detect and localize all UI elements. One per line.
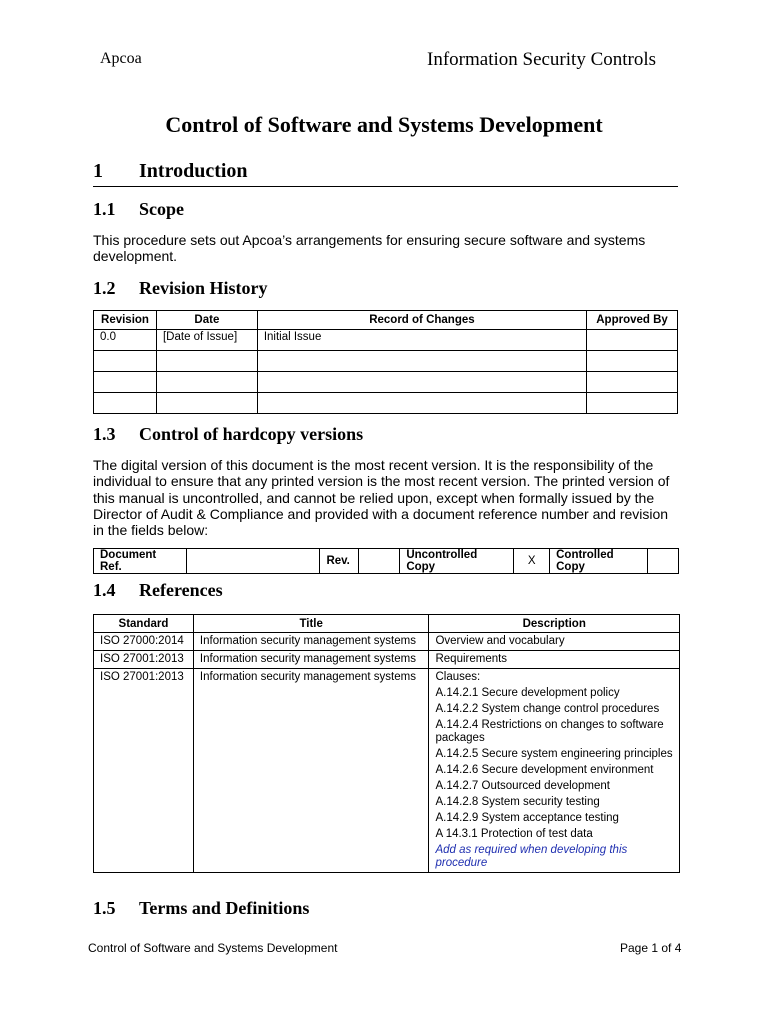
controlled-copy-mark (648, 549, 679, 574)
heading-number: 1 (93, 160, 103, 182)
header-section: Information Security Controls (427, 49, 657, 70)
clause-item: A.14.2.7 Outsourced development (435, 780, 610, 792)
table-row (94, 633, 680, 651)
scope-paragraph: This procedure sets out Apcoa’s arrangements for ensuring secure software and systems development. (93, 232, 646, 265)
table-row (94, 351, 678, 372)
table-row (94, 651, 680, 669)
heading-revision-history (93, 278, 268, 299)
table-cell (587, 372, 678, 393)
table-row (94, 549, 679, 574)
clause-item: A.14.2.5 Secure system engineering principles (435, 748, 673, 760)
document-ref-label: Document Ref. (94, 549, 187, 574)
table-cell: [Date of Issue] (156, 330, 257, 351)
heading-introduction (93, 160, 678, 187)
clause-item: A.14.2.2 System change control procedures (435, 703, 660, 715)
footer-title: Control of Software and Systems Development (88, 941, 338, 955)
table-cell (156, 372, 257, 393)
clause-item: A.14.2.4 Restrictions on changes to software packages (435, 719, 664, 744)
column-header: Revision (94, 311, 157, 330)
table-cell (156, 351, 257, 372)
column-header: Record of Changes (257, 311, 586, 330)
heading-references (93, 580, 223, 601)
table-cell (257, 372, 586, 393)
footer-page-number: Page 1 of 4 (620, 941, 682, 955)
heading-hardcopy-control (93, 424, 363, 445)
hardcopy-paragraph: The digital version of this document is the most recent version. It is the responsibility of the individual to ensure that any printed version is the most recent version. The printed version of this manual is uncontrolled, and cannot be relied upon, except when formally issued by the Director of Audit & Compliance and provided with a document reference number and revision in the fields below: (93, 457, 670, 539)
clause-item: A 14.3.1 Protection of test data (435, 828, 593, 840)
heading-label: Scope (139, 199, 184, 219)
table-cell (257, 393, 586, 414)
table-cell (257, 351, 586, 372)
heading-number: 1.3 (93, 424, 116, 444)
clause-item: A.14.2.1 Secure development policy (435, 687, 620, 699)
uncontrolled-copy-label: Uncontrolled Copy (400, 549, 514, 574)
clauses-label: Clauses: (435, 671, 481, 683)
table-cell: Initial Issue (257, 330, 586, 351)
table-cell: Requirements (429, 651, 680, 669)
table-cell (94, 393, 157, 414)
column-header: Approved By (587, 311, 678, 330)
table-cell (587, 351, 678, 372)
table-cell: Information security management systems (193, 669, 429, 873)
heading-label: Introduction (139, 160, 248, 182)
table-header-row (94, 615, 680, 633)
table-cell: Information security management systems (193, 651, 429, 669)
clause-item: A.14.2.8 System security testing (435, 796, 600, 808)
heading-number: 1.2 (93, 278, 116, 298)
table-cell: 0.0 (94, 330, 157, 351)
revision-history-table (93, 310, 678, 414)
rev-label: Rev. (320, 549, 359, 574)
header-company: Apcoa (100, 50, 142, 67)
column-header: Title (193, 615, 429, 633)
rev-field (359, 549, 400, 574)
references-table (93, 614, 680, 873)
table-row (94, 393, 678, 414)
heading-terms-definitions (93, 898, 309, 919)
controlled-copy-label: Controlled Copy (550, 549, 648, 574)
table-cell: Overview and vocabulary (429, 633, 680, 651)
heading-number: 1.4 (93, 580, 116, 600)
clause-item: A.14.2.9 System acceptance testing (435, 812, 619, 824)
table-cell: Information security management systems (193, 633, 429, 651)
heading-number: 1.5 (93, 898, 116, 918)
column-header: Date (156, 311, 257, 330)
table-cell (94, 372, 157, 393)
table-header-row (94, 311, 678, 330)
table-cell: ISO 27001:2013 (94, 669, 194, 873)
table-row (94, 372, 678, 393)
table-cell (587, 393, 678, 414)
table-cell (587, 330, 678, 351)
column-header: Standard (94, 615, 194, 633)
document-control-table (93, 548, 679, 574)
heading-scope (93, 199, 184, 220)
column-header: Description (429, 615, 680, 633)
table-cell (156, 393, 257, 414)
guidance-note: Add as required when developing this procedure (435, 844, 628, 869)
heading-number: 1.1 (93, 199, 116, 219)
clauses-cell (429, 669, 680, 873)
heading-label: Revision History (139, 278, 268, 298)
table-cell: ISO 27000:2014 (94, 633, 194, 651)
heading-label: Control of hardcopy versions (139, 424, 364, 444)
table-cell: ISO 27001:2013 (94, 651, 194, 669)
uncontrolled-copy-mark: X (514, 549, 550, 574)
heading-label: Terms and Definitions (139, 898, 310, 918)
document-ref-field (186, 549, 320, 574)
table-row (94, 330, 678, 351)
clause-item: A.14.2.6 Secure development environment (435, 764, 654, 776)
heading-label: References (139, 580, 223, 600)
table-cell (94, 351, 157, 372)
document-title: Control of Software and Systems Development (165, 112, 603, 137)
table-row (94, 669, 680, 873)
